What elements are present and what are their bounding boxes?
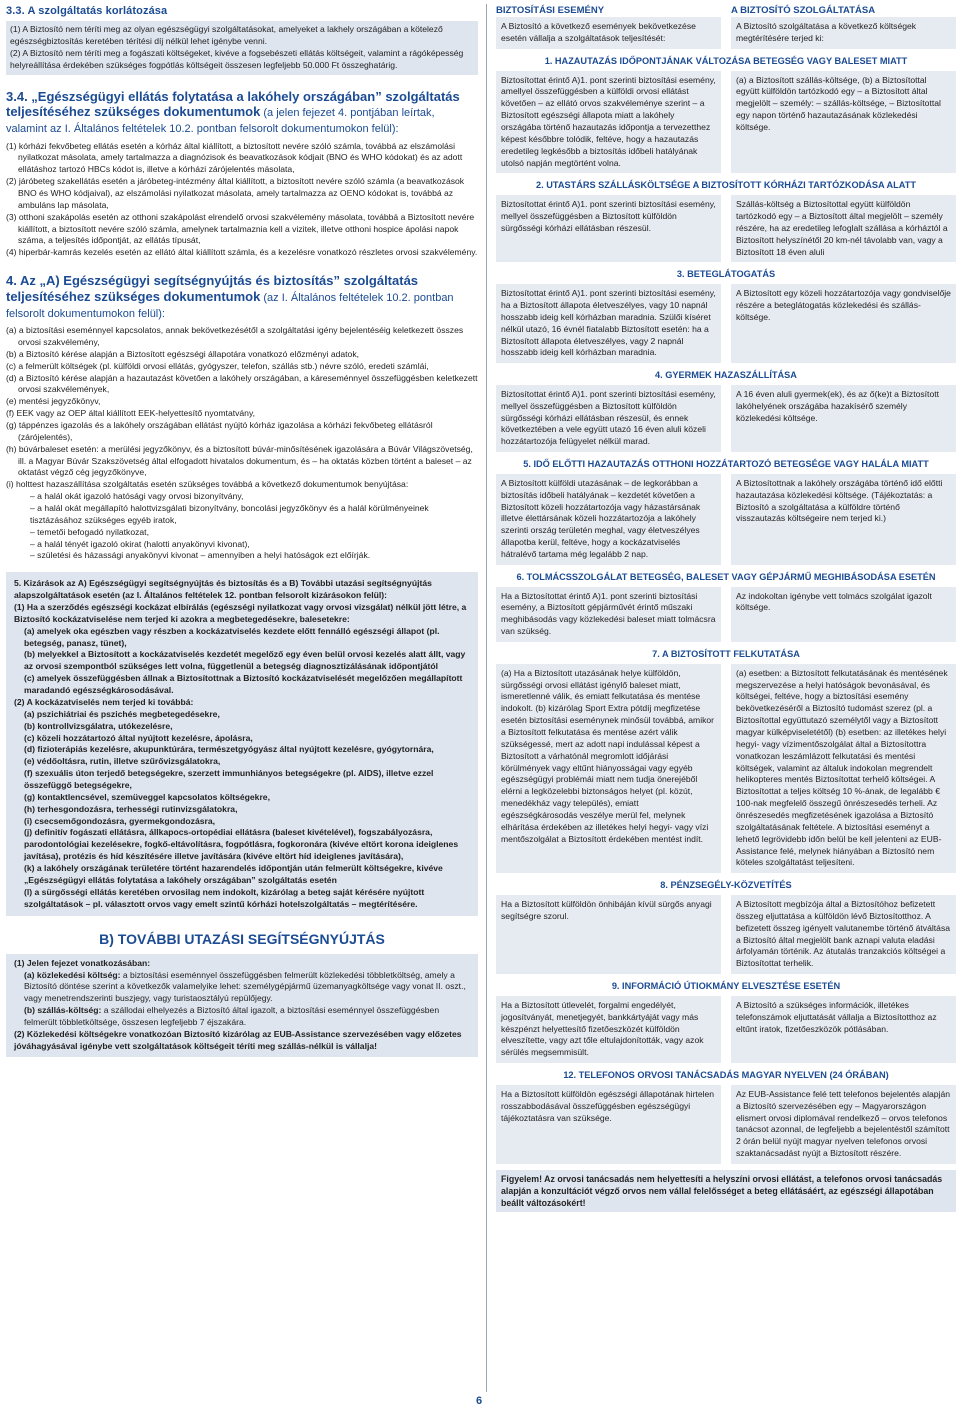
section-3-3-p2: (2) A Biztosító nem téríti meg a fogászati költségeket, kivéve a fogsebészeti ellátás költségeit, valamint a rágóképesség helyreállítása érdekében szükséges fogpótlás költségeit összesen legfeljebb 50.000 Ft összeghatárig. xyxy=(10,47,464,70)
section-3-4-title xyxy=(6,89,478,137)
category-service: A Biztosítottnak a lakóhely országába történő idő előtti hazautazása közlekedési költsége. (Tájékoztatás: a Biztosító a szolgáltatása a külföldre történő visszautazás költségeire nem terjed ki.) xyxy=(731,474,956,565)
category-event: A Biztosított külföldi utazásának – de legkorábban a biztosítás időbeli hatályának – kezdetét követően a Biztosított közeli hozzátartozója vagy házastársának illetve élettársának közeli hozzátartozója a lakóhely szerinti ország területén meghal, vagy életveszélyes állapotba kerül, feltéve, hogy a kockázatviselés hátralévő tartama még legalább 2 nap. xyxy=(496,474,721,565)
section-3-3 xyxy=(6,4,478,75)
exclusions-item: (k) a lakóhely országának területére történt hazarendelés időpontján után felmerült költségekre, kivéve „Egészségügyi ellátás folytatása a lakóhely országában” szolgáltatás esetén xyxy=(24,862,443,885)
list-item: (4) hiperbár-kamrás kezelés esetén az ellátó által kiállított számla, és a kezelésre vonatkozó részletes orvosi szakvélemény. xyxy=(6,247,478,258)
exclusions-item: (a) pszichiátriai és pszichés megbetegedésekre, xyxy=(24,708,220,719)
category-event: Ha a Biztosított útlevelét, forgalmi engedélyét, jogosítványát, menetjegyét, bankkártyáját vagy más készpénzt helyettesítő fizetőeszközét külföldön elveszítette, vagy azt tőle eltulajdonították, vagy azok sérülés megsemmisült. xyxy=(496,996,721,1063)
category-row xyxy=(496,1085,956,1164)
exclusions-item: (j) definitív fogászati ellátásra, állkapocs-ortopédiai ellátásra (baleset kivételével), fogszabályozásra, parodontológiai kezelésekre, fogkő-eltávolításra, fogpótlásra, fogkoronára (kivéve eltört korona ideiglenes javítása), protézis és híd készítésére illetve javítására (kivéve eltört híd ideiglenes javítására), xyxy=(24,827,459,862)
exclusions-item: (b) melyekkel a Biztosított a kockázatviselés kezdetét megelőző egy éven belül orvosi kezelés alatt állt, vagy az orvosi szempontból szükséges lett volna, függetlenül a betegség diagnosztizálásának időpontjától xyxy=(24,649,466,672)
section-b-box xyxy=(6,954,478,1057)
sub-list-item: – temetői befogadó nyilatkozat, xyxy=(30,526,149,537)
sub-list-item: – a halál okát igazoló hatósági vagy orvosi bizonyítvány, xyxy=(30,491,244,502)
category-row xyxy=(496,895,956,974)
category-event: Biztosítottat érintő A)1. pont szerinti biztosítási esemény, amellyel összefüggésben a külföldi orvosi ellátást követően – az ellátó orvos szakvéleménye szerint – a Biztosított egészségi állapota miatt a lakóhely országába történő hazautazás időpontja a tervezetthez képest későbbre tolódik, feltéve, hogy a hazautazás eredetileg legkésőbb a biztosítás időbeli hatályának utolsó napján megtörtént volna. xyxy=(496,71,721,174)
section-3-4 xyxy=(6,89,478,260)
category-title: 1. HAZAUTAZÁS IDŐPONTJÁNAK VÁLTOZÁSA BETEGSÉG VAGY BALESET MIATT xyxy=(544,55,908,66)
exclusions-intro: 5. Kizárások az A) Egészségügyi segítségnyújtás és biztosítás és a B) További utazási segítségnyújtás alapszolgáltatások esetén (az I. Általános feltételek 12. pontban felsorolt kizárásokon felül): xyxy=(14,578,432,601)
exclusions-item: (c) közeli hozzátartozó által nyújtott kezelésre, ápolásra, xyxy=(24,732,253,743)
section-3-3-p1: (1) A Biztosító nem téríti meg az olyan egészségügyi szolgáltatásokat, amelyeket a lakhely országában a kötelező egészségbiztosítás keretében térítési díj nélkül lehet igénybe venni. xyxy=(10,24,443,47)
section-4-title-normal: (az I. Általános feltételek 10.2. pontban felsorolt dokumentumokon felül): xyxy=(6,291,454,320)
category-row xyxy=(496,195,956,262)
section-4 xyxy=(6,273,478,562)
section-b-b-label: (b) szállás-költség: xyxy=(24,1005,102,1016)
section-b-a-text: a biztosítási eseménnyel összefüggésben felmerült közlekedési többletköltség, amely a Biztosító döntése szerint a következők valamelyike lehet: személygépjármű üzemanyagköltsége vagy vonat II. oszt., vagy menetrendszerinti buszjegy, vagy turistaosztályú repülőjegy. xyxy=(24,969,466,1004)
category-title: 2. UTASTÁRS SZÁLLÁSKÖLTSÉGE A BIZTOSÍTOTT KÓRHÁZI TARTÓZKODÁSA ALATT xyxy=(536,180,916,191)
category-title: 5. IDŐ ELŐTTI HAZAUTAZÁS OTTHONI HOZZÁTARTOZÓ BETEGSÉGE VAGY HALÁLA MIATT xyxy=(523,459,929,470)
exclusions-item: (i) csecsemőgondozásra, gyermekgondozásra, xyxy=(24,815,216,826)
exclusions-item: (a) amelyek oka egészben vagy részben a kockázatviselés kezdete előtt fennálló egészségi állapot (pl. betegség, panasz, tünet), xyxy=(24,625,440,648)
exclusions-item: (d) fizioterápiás kezelésre, akupunktúrára, természetgyógyász által nyújtott kezelésre, gyógytornára, xyxy=(24,744,434,755)
category-event: Biztosítottat érintő A)1. pont szerinti biztosítási esemény, mellyel összefüggésben a Biztosított külföldön sürgősségi kórházi ellátásban részesül, és ennek következtében a vele együtt utazó 16 éven aluli közeli hozzátartozója felügyelet nélkül marad. xyxy=(496,385,721,452)
category-title: 9. INFORMÁCIÓ ÚTIOKMÁNY ELVESZTÉSE ESETÉN xyxy=(611,981,841,992)
section-b-p2: (2) Közlekedési költségekre vonatkozóan Biztosító kizárólag az EUB-Assistance szervezésében vagy előzetes jóváhagyásával igénybe vett szolgáltatások költségeit téríti meg szállás-nélkül is vállalja! xyxy=(14,1028,462,1051)
category-event: Ha a Biztosított külföldön önhibáján kívül sürgős anyagi segítségre szorul. xyxy=(496,895,721,974)
exclusions-item: (l) a sürgősségi ellátás keretében orvosilag nem indokolt, kizárólag a beteg saját kérésére nyújtott szolgáltatások – pl. választott orvos vagy emelt szintű kórházi hotelszolgáltatás – megtérítésére. xyxy=(24,886,425,909)
header-service: A BIZTOSÍTÓ SZOLGÁLTATÁSA xyxy=(731,5,876,16)
left-column xyxy=(6,4,478,1057)
exclusions-box xyxy=(6,572,478,916)
section-3-4-list xyxy=(6,141,478,260)
category-row xyxy=(496,664,956,874)
section-b-a-label: (a) közlekedési költség: xyxy=(24,969,121,980)
category-service: Az indokoltan igénybe vett tolmács szolgálat igazolt költsége. xyxy=(731,587,956,642)
list-item: (c) a felmerült költségek (pl. külföldi orvosi ellátás, gyógyszer, telefon, szállás stb.) névre szóló, eredeti számlái, xyxy=(6,360,429,371)
section-b-title: B) TOVÁBBI UTAZÁSI SEGÍTSÉGNYÚJTÁS xyxy=(99,931,385,948)
column-divider xyxy=(486,4,487,1392)
section-3-3-box xyxy=(6,21,478,74)
section-3-4-title-bold: 3.4. „Egészségügyi ellátás folytatása a lakóhely országában” szolgáltatás teljesítéséhez szükséges dokumentumok xyxy=(6,88,460,120)
warning-note: Figyelem! Az orvosi tanácsadás nem helyettesíti a helyszíni orvosi ellátást, a telefonos orvosi tanácsadás alapján a konzultációt végző orvos nem vállal felelősséget a beteg ellátásáért, az egészségi állapotában beállt változásokért! xyxy=(496,1170,956,1212)
section-4-title xyxy=(6,273,478,321)
category-row xyxy=(496,474,956,565)
right-intro xyxy=(496,17,956,49)
category-title: 3. BETEGLÁTOGATÁS xyxy=(676,269,776,280)
category-service: A Biztosított megbízója által a Biztosítóhoz befizetett összeg eljuttatása a külföldön lévő Biztosítotthoz. A befizetett összeg igényelt valutanembe történő átváltása a Biztosító által megjelölt bank aznapi valuta eladási árfolyamán történik. Az átutalás tranzakciós költségei a Biztosítottat terhelik. xyxy=(731,895,956,974)
list-item: (a) a biztosítási eseménnyel kapcsolatos, annak bekövetkezésétől a szolgáltatási igény bejelentéséig keletkezett összes orvosi szakvélemény, xyxy=(6,325,464,347)
category-event: Ha a Biztosított külföldön egészségi állapotának hirtelen rosszabbodásával összefüggésben egészségügyi tájékoztatásra van szüksége. xyxy=(496,1085,721,1164)
category-service: Szállás-költség a Biztosítottal együtt külföldön tartózkodó egy – a Biztosított által megjelölt – személy részére, ha az eredetileg lefoglalt szállása a kórháztól a Biztosított helyszínétől 20 km-nél távolabb van, vagy a Biztosított 18 éven aluli xyxy=(731,195,956,262)
list-item: (h) búvárbaleset esetén: a merülési jegyzőkönyv, és a biztosított búvár-minősítésének igazolására a Búvár Világszövetség, ill. a Magyar Búvár Szakszövetség által elfogadott hivatalos dokumentum, és – ha oktatás közben történt a baleset – az oktatást végző cég jegyzőkönyve, xyxy=(6,443,473,478)
category-row xyxy=(496,385,956,452)
intro-event: A Biztosító a következő események bekövetkezése esetén vállalja a szolgáltatások teljesítését: xyxy=(496,17,721,49)
exclusions-item: (c) amelyek összefüggésben állnak a Biztosítottnak a Biztosító kockázatviselését megelőzően megállapított maradandó egészségkárosodásával. xyxy=(24,673,463,696)
category-event: Biztosítottat érintő A)1. pont szerinti biztosítási esemény, ha a Biztosított állapota életveszélyes, vagy 10 napnál hosszabb ideig kell kórházban maradnia. Szülői kíséret nélkül utazó, 16 évnél fiatalabb Biztosított esetén: ha a Biztosított állapota életveszélyes, vagy 2 napnál hosszabb ideig kell kórházban maradnia. xyxy=(496,284,721,363)
section-4-list xyxy=(6,325,478,562)
category-title: 8. PÉNZSEGÉLY-KÖZVETÍTÉS xyxy=(660,880,792,891)
category-row xyxy=(496,587,956,642)
exclusions-p2: (2) A kockázatviselés nem terjed ki továbbá: xyxy=(14,696,194,707)
category-title: 12. TELEFONOS ORVOSI TANÁCSADÁS MAGYAR NYELVEN (24 ÓRÁBAN) xyxy=(563,1070,889,1081)
exclusions-item: (e) védőoltásra, rutin, illetve szűrővizsgálatokra, xyxy=(24,756,221,767)
sub-list-item: – születési és házassági anyakönyvi kivonat – amennyiben a helyi hatóságok ezt előírják. xyxy=(30,550,371,561)
exclusions-item: (h) terhesgondozásra, terhességi rutinvizsgálatokra, xyxy=(24,803,238,814)
sub-list-item: – a halál okát megállapító halottvizsgálati bizonyítvány, boncolási jegyzőkönyv és a halál körülményeinek tisztázásához szükséges egyéb iratok, xyxy=(30,503,429,525)
right-column xyxy=(496,4,956,1212)
section-b-b-text: a szállodai elhelyezés a Biztosító által igazolt, a biztosítási eseménnyel összefüggésben felmerült többletköltsége, összesen legfeljebb 7 éjszakára. xyxy=(24,1005,440,1027)
category-row xyxy=(496,996,956,1063)
category-title: 7. A BIZTOSÍTOTT FELKUTATÁSA xyxy=(652,649,800,660)
category-service: A Biztosított egy közeli hozzátartozója vagy gondviselője részére a beteglátogatás közlekedési és szállás-költsége. xyxy=(731,284,956,363)
right-header xyxy=(496,4,956,17)
category-title: 6. TOLMÁCSSZOLGÁLAT BETEGSÉG, BALESET VAGY GÉPJÁRMŰ MEGHIBÁSODÁSA ESETÉN xyxy=(516,571,936,582)
list-item: (g) táppénzes igazolás és a lakóhely országában ellátást nyújtó kórház igazolása a kórházi fekvőbeteg ellátásról (zárójelentés), xyxy=(6,420,433,442)
list-item: (2) járóbeteg szakellátás esetén a járóbeteg-intézmény által kiállított, a biztosított nevére szóló számla (a beavatkozások BNO és WHO kódjaival), az elszámolási nyilatkozat másolata, amely tartalmazza az OENO kódokat is, továbbá az ambuláns lap másolata, xyxy=(6,176,465,210)
section-3-4-title-normal: (a jelen fejezet 4. pontjában leírtak, valamint az I. Általános feltételek 10.2. pontban felsorolt dokumentumokon felül): xyxy=(6,107,435,136)
exclusions-p1: (1) Ha a szerződés egészségi kockázat elbírálás (egészségi nyilatkozat vagy orvosi vizsgálat) nélkül jött létre, a Biztosító kockázatviselése nem terjed ki azokra a megbetegedésekre, balesetekre: xyxy=(14,602,467,624)
list-item: (i) holttest hazaszállítása szolgáltatás esetén szükséges továbbá a következő dokumentumok benyújtása: xyxy=(6,479,409,490)
list-item: (f) EEK vagy az OEP által kiállított EEK-helyettesítő nyomtatvány, xyxy=(6,408,256,419)
list-item: (3) otthoni szakápolás esetén az otthoni szakápolást elrendelő orvosi szakvélemény másolata, továbbá a Biztosított nevére kiállított, a biztosított nevére szóló számla, amelynek tartalmaznia kell a vizitek, illetve otthoni hospice ápolási napok száma, a teljesítés időpontját, az ellátás típusát, xyxy=(6,211,475,246)
category-event: Biztosítottat érintő A)1. pont szerinti biztosítási esemény, mellyel összefüggésben a Biztosított külföldön sürgősségi kórházi ellátásban részesül. xyxy=(496,195,721,262)
category-service: Az EUB-Assistance felé tett telefonos bejelentés alapján a Biztosító szervezésében egy – Magyarországon elismert orvosi diplomával rendelkező – orvos telefonos tanácsot azonnal, de legfeljebb a bejelentéstől számított 2 órán belül nyújt magyar nyelven telefonos orvosi szaktanácsadást nyújt a Biztosított részére. xyxy=(731,1085,956,1164)
category-service: A Biztosító a szükséges információk, illetékes telefonszámok eljuttatását vállalja a Biztosítotthoz az eltűnt iratok, fizetőeszközök pótlásában. xyxy=(731,996,956,1063)
list-item: (e) mentési jegyzőkönyv, xyxy=(6,396,101,407)
category-service: (a) a Biztosított szállás-költsége, (b) a Biztosítottal együtt külföldön tartózkodó egy – a Biztosított által megjelölt – személy: – szállás-költsége, – Biztosítottal egy napon történő hazautazásának közlekedési költsége. xyxy=(731,71,956,174)
list-item: (b) a Biztosító kérése alapján a Biztosított egészségi állapotára vonatkozó előzményi adatok, xyxy=(6,348,360,359)
exclusions-item: (f) szexuális úton terjedő betegségekre, szerzett immunhiányos betegségekre (pl. AIDS), illetve ezzel összefüggő betegségekre, xyxy=(24,768,434,790)
exclusions-item: (b) kontrollvizsgálatra, utókezelésre, xyxy=(24,720,173,731)
category-event: Ha a Biztosítottat érintő A)1. pont szerinti biztosítási esemény, a Biztosított gépjárművét érintő műszaki meghibásodás vagy közlekedési baleset miatt tolmácsra van szükség. xyxy=(496,587,721,642)
category-event: (a) Ha a Biztosított utazásának helye külföldön, sürgősségi orvosi ellátást igénylő baleset miatt, ismeretlenné válik, és emiatt felkutatása és mentése indokolt. (b) kizárólag Sport Extra pótdíj megfizetése esetén biztosítási eseménynek minősül továbbá, amikor a Biztosított felkutatása és mentése azért válik szükségessé, mert az adott napi indulással képest a Biztosított a várhatónál megromlott időjárási körülmények vagy eltűnt hiányosságai vagy egyéb egészségügyi problémái miatt nem tudja önerejéből elérni a legközelebbi biztonságos helyet (pl. közút, menedékház vagy település), emiatt egészségkárosodás veszélye merül fel, melynek elhárítása érdekében az illetékes helyi hegyi- vagy vízi mentőszolgálat a Biztosított érdekében mentést indít. xyxy=(496,664,721,874)
category-row xyxy=(496,284,956,363)
category-service: (a) esetben: a Biztosított felkutatásának és mentésének megszervezése a helyi hatóságok bevonásával, és költségei, feltéve, hogy a biztosítási esemény bekövetkezéséről a Biztosító tudomást szerez (pl. a Biztosítottal együttutazó személytől vagy a Biztosított magyar külképviseletétől) (b) esetben: az illetékes helyi hegyi- vagy vízimentőszolgálat által a Biztosítottra vonatkozan leszámlázott felkutatási és mentési költségek, valamint az általuk indokolan megrendelt helikopteres mentés Biztosítottat terhelő költségei. A Biztosítottat a teljes költség 10 %-ának, de legalább € 100-nak megfelelő összegű önrészesedés terheli. Az önrészesedés megfizetésének igazolása a Biztosító szolgáltatásának feltétele. A biztosítási eseményt a lehető legrövidebb időn belül be kell jelenteni az EUB-Assistance felé, melynek hiányában a Biztosító nem köteles szolgáltatást teljesíteni. xyxy=(731,664,956,874)
category-row xyxy=(496,71,956,174)
sub-list-item: – a halál tényét igazoló okirat (halotti anyakönyvi kivonat), xyxy=(30,538,250,549)
list-item: (d) a Biztosító kérése alapján a hazautazást követően a lakóhely országában, a káreseménnyel összefüggésben keletkezett orvosi szakvélemények, xyxy=(6,372,478,395)
category-title: 4. GYERMEK HAZASZÁLLÍTÁSA xyxy=(655,370,797,381)
list-item: (1) kórházi fekvőbeteg ellátás esetén a kórház által kiállított, a biztosított nevére szóló számla, továbbá az elszámolási nyilatkozat másolata, amely tartalmazza a diagnózisok és beavatkozások kódjait (BNO és WHO kódokat) és az adott ellátáshoz tartozó HBCs kódot is, illetve a kórházi zárójelentés másolata, xyxy=(6,140,463,175)
section-b-p1: (1) Jelen fejezet vonatkozásában: xyxy=(14,957,151,968)
page-number: 6 xyxy=(476,1395,483,1407)
intro-service: A Biztosító szolgáltatása a következő költségek megtérítésére terjed ki: xyxy=(731,17,956,49)
exclusions-item: (g) kontaktlencsével, szemüveggel kapcsolatos költségekre, xyxy=(24,791,270,802)
section-3-3-title: 3.3. A szolgáltatás korlátozása xyxy=(6,5,168,17)
header-event: BIZTOSÍTÁSI ESEMÉNY xyxy=(496,5,605,16)
category-service: A 16 éven aluli gyermek(ek), és az ő(ke)t a Biztosított lakóhelyének országába hazakísérő személy közlekedési költsége. xyxy=(731,385,956,452)
section-4-title-bold: 4. Az „A) Egészségügyi segítségnyújtás és biztosítás” szolgáltatás teljesítéséhez szükséges dokumentumok xyxy=(6,273,419,304)
